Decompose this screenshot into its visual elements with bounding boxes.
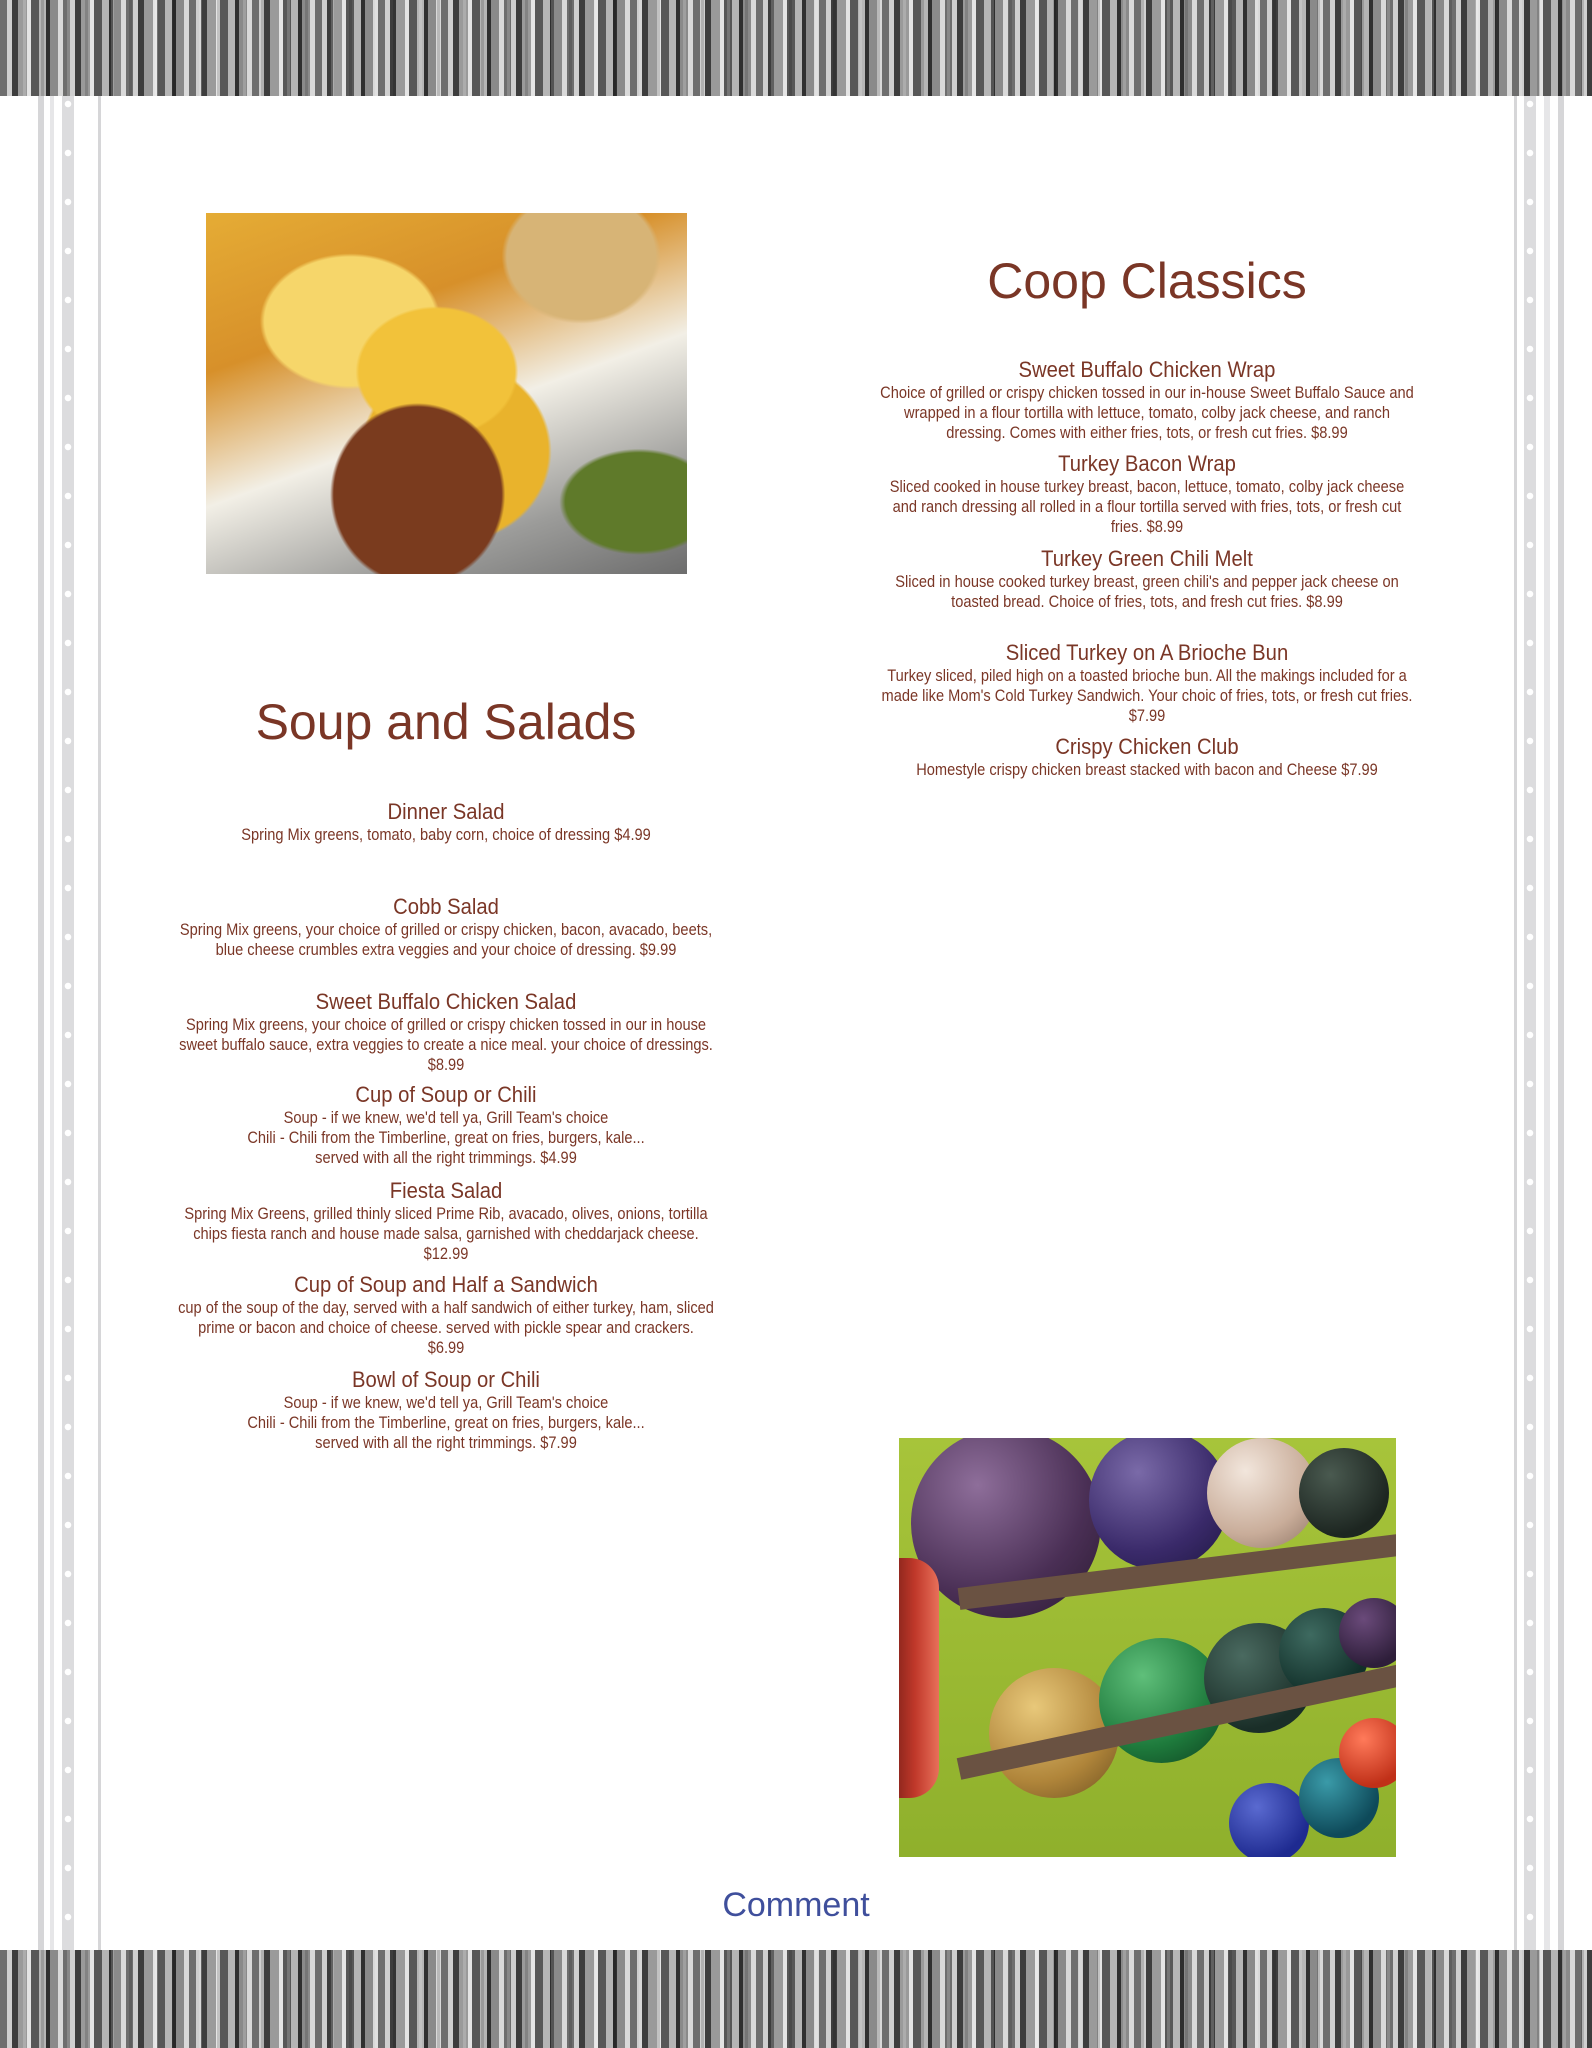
- menu-item-description: Spring Mix greens, your choice of grilled or crispy chicken tossed in our in house sweet buffalo sauce, extra veggies to create a nice meal. your choice of dressings. $8.99: [179, 1015, 713, 1074]
- menu-item: [120, 1366, 772, 1453]
- menu-item-description: Spring Mix greens, your choice of grilled or crispy chicken, bacon, avacado, beets, blue cheese crumbles extra veggies and your choice of dressing. $9.99: [179, 920, 713, 959]
- menu-item-description: Choice of grilled or crispy chicken tossed in our in-house Sweet Buffalo Sauce and wrapped in a flour tortilla with lettuce, tomato, colby jack cheese, and ranch dressing. Comes with either fries, tots, or fresh cut fries. $8.99: [880, 383, 1414, 442]
- menu-item-name: Cup of Soup and Half a Sandwich: [294, 1272, 598, 1297]
- right-decorative-rail: [1514, 96, 1556, 1950]
- menu-item: [120, 1177, 772, 1264]
- bowling-balls-photo: [899, 1438, 1396, 1857]
- menu-item: [120, 1271, 772, 1358]
- menu-item-name: Fiesta Salad: [389, 1178, 503, 1203]
- menu-item-description: Soup - if we knew, we'd tell ya, Grill Team's choice Chili - Chili from the Timberline, great on fries, burgers, kale... served with all the right trimmings. $7.99: [247, 1393, 645, 1452]
- comment-link[interactable]: Comment: [722, 1886, 870, 1924]
- menu-item: [814, 450, 1480, 537]
- top-stripe-border: [0, 0, 1592, 96]
- menu-item-description: Sliced in house cooked turkey breast, green chili's and pepper jack cheese on toasted bread. Choice of fries, tots, and fresh cut fries. $8.99: [895, 572, 1399, 611]
- menu-item-name: Cobb Salad: [393, 894, 499, 919]
- menu-item-name: Sliced Turkey on A Brioche Bun: [1005, 640, 1289, 665]
- menu-item-description: Sliced cooked in house turkey breast, bacon, lettuce, tomato, colby jack cheese and ranch dressing all rolled in a flour tortilla served with fries, tots, or fresh cut fries. $8.99: [889, 477, 1405, 536]
- coop-classics-heading: Coop Classics: [987, 253, 1307, 309]
- menu-item: [814, 639, 1480, 726]
- menu-item: [120, 893, 772, 960]
- menu-item-description: Homestyle crispy chicken breast stacked with bacon and Cheese $7.99: [916, 760, 1378, 779]
- left-decorative-rail: [38, 96, 80, 1950]
- menu-item-name: Sweet Buffalo Chicken Salad: [315, 989, 577, 1014]
- menu-item-description: Soup - if we knew, we'd tell ya, Grill Team's choice Chili - Chili from the Timberline, great on fries, burgers, kale... served with all the right trimmings. $4.99: [247, 1108, 645, 1167]
- menu-item: [814, 733, 1480, 780]
- menu-item-description: Spring Mix Greens, grilled thinly sliced Prime Rib, avacado, olives, onions, tortilla chips fiesta ranch and house made salsa, garnished with cheddarjack cheese. $12.99: [184, 1204, 708, 1263]
- menu-item-name: Sweet Buffalo Chicken Wrap: [1018, 357, 1276, 382]
- menu-item-description: cup of the soup of the day, served with a half sandwich of either turkey, ham, sliced prime or bacon and choice of cheese. served with pickle spear and crackers. $6.99: [178, 1298, 714, 1357]
- soup-and-salads-heading: Soup and Salads: [255, 694, 637, 750]
- bottom-stripe-border: [0, 1950, 1592, 2048]
- menu-item-name: Turkey Green Chili Melt: [1041, 546, 1253, 571]
- burger-and-fries-photo: [206, 213, 687, 574]
- menu-item: [814, 545, 1480, 612]
- menu-item-name: Dinner Salad: [387, 799, 505, 824]
- menu-item: [120, 1081, 772, 1168]
- menu-item-description: Turkey sliced, piled high on a toasted brioche bun. All the makings included for a made like Mom's Cold Turkey Sandwich. Your choic of fries, tots, or fresh cut fries. $7.99: [881, 666, 1413, 725]
- menu-item-name: Bowl of Soup or Chili: [352, 1367, 540, 1392]
- menu-item: [814, 356, 1480, 443]
- menu-item: [120, 798, 772, 845]
- menu-item-description: Spring Mix greens, tomato, baby corn, choice of dressing $4.99: [241, 825, 651, 844]
- menu-item-name: Crispy Chicken Club: [1055, 734, 1239, 759]
- menu-item: [120, 988, 772, 1075]
- menu-item-name: Turkey Bacon Wrap: [1058, 451, 1236, 476]
- menu-item-name: Cup of Soup or Chili: [355, 1082, 537, 1107]
